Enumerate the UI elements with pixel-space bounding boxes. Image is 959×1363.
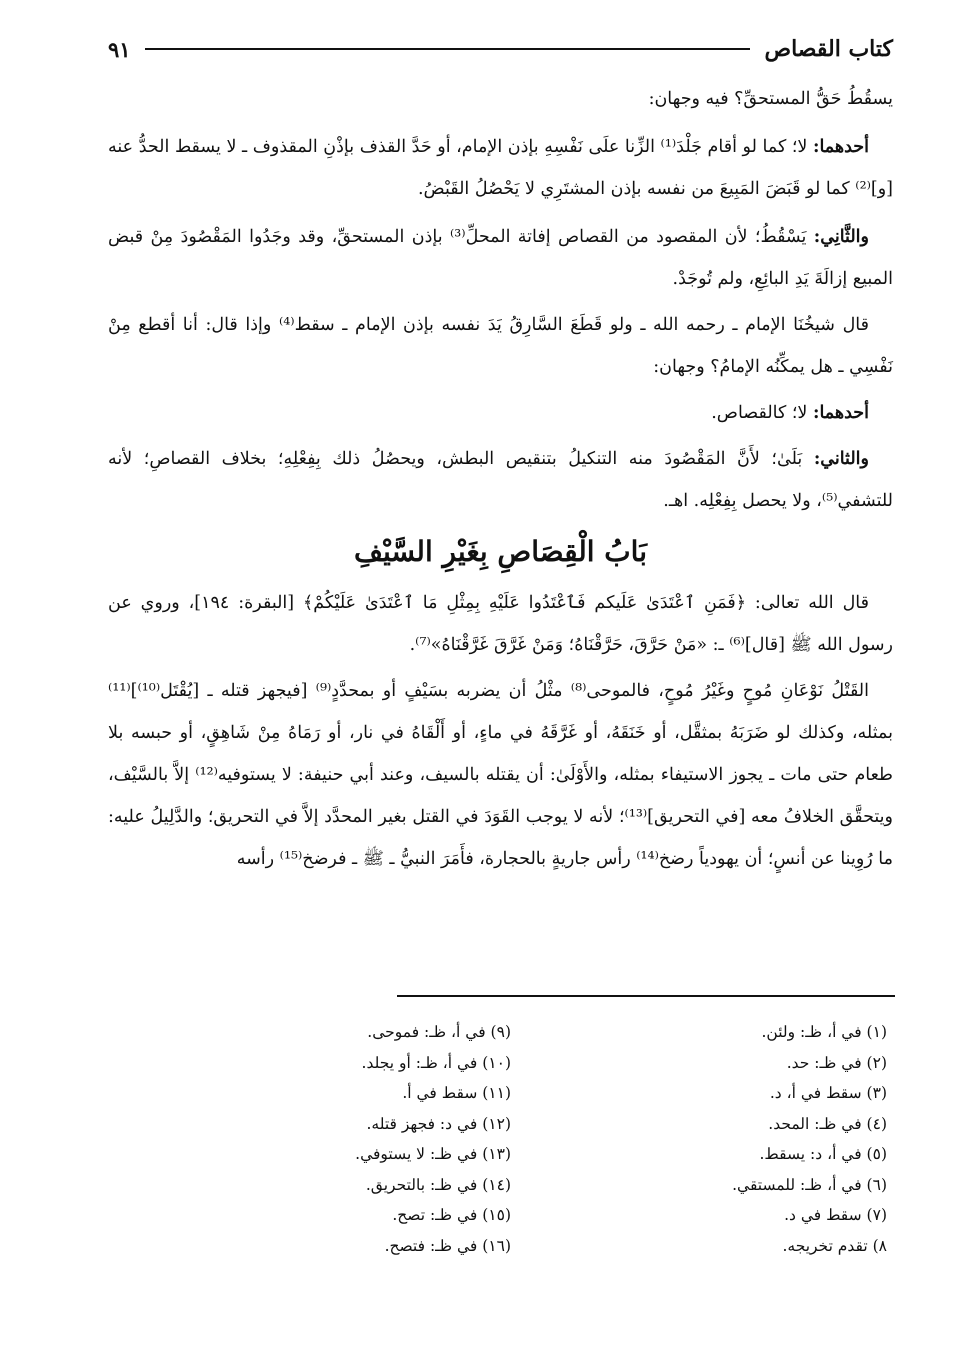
running-header (108, 34, 893, 64)
paragraph-text: يَسْقُطُ؛ لأن المقصود من القصاص إفاتة المحلِّ⁽³⁾ بإذن المستحقِّ، وقد وجَدُوا المَقْصُودَ مِنْ قبض المبيع إزالَةَ يَدِ البائِعِ، ولم تُوجَدْ. (108, 227, 893, 289)
paragraph (108, 304, 893, 388)
book-title: كتاب القصاص (764, 36, 893, 62)
paragraph (108, 78, 893, 120)
footnote: (١٠) في أ، ظـ: أو يجلد. (361, 1053, 511, 1072)
footnote: (١٣) في ظـ: لا يستوفي. (355, 1145, 511, 1163)
paragraph (108, 216, 893, 300)
footnote: (١٦) في ظـ: فتصح. (384, 1236, 511, 1255)
paragraph (108, 392, 893, 434)
paragraph (108, 438, 893, 522)
paragraph (108, 582, 893, 666)
footnote: (١١) سقط في أ. (402, 1084, 511, 1102)
footnote: (٢) في ظـ: حد. (786, 1053, 887, 1072)
footnote: (١٥) في ظـ: تصح. (392, 1206, 511, 1224)
paragraph-lead: أحدهما: (812, 137, 869, 157)
footnote: ٨) تقدم تخريجه. (782, 1236, 887, 1255)
paragraph-text: القَتْلُ نَوْعَانِ مُوحٍ وغَيْرُ مُوحٍ، فالموحى⁽⁸⁾ مثْلُ أن يضربه بسَيْفٍ أو بمحدَّدٍ⁽⁹⁾ [فيجهز قتله ـ [يُقْتَل⁽¹⁰⁾]⁽¹¹⁾ بمثله، وكذلك لو ضَرَبَهُ بمثقَّل، أو خَنَقَهُ، أو غَرَّقَهُ في ماءٍ، أو أَلْقَاهُ في نار، أو رَمَاهُ مِنْ شَاهِقٍ، أو حبسه بلا طعام حتى مات ـ يجوز الاستيفاء بمثله، والأَوْلَىٰ: أن يقتله بالسيف، وعند أبي حنيفة: لا يستوفيه⁽¹²⁾ إلاَّ بالسَّيْف، ويتحقَّق الخلافُ معه [في التحريق]⁽¹³⁾؛ لأنه لا يوجب القَوَدَ في القتل بغير المحدَّد إلاَّ في التحريق؛ والدَّلِيلُ عليه: ما رُوِينا عن أنسٍ؛ أن يهودياً رضخ⁽¹⁴⁾ رأس جاريةٍ بالحجارة، فأَمَرَ النبيُّ ـ ﷺ ـ فرضخ⁽¹⁵⁾ رأسه (108, 681, 893, 869)
paragraph-text: يسقُطُ حَقُّ المستحقِّ؟ فيه وجهان: (648, 89, 893, 109)
chapter-title: بَابُ الْقِصَاصِ بِغَيْرِ السَّيْفِ (354, 535, 647, 568)
footnote: (٧) سقط في د. (784, 1206, 887, 1224)
footnote: (١٤) في ظـ: بالتحريق. (365, 1175, 511, 1194)
footnote: (٣) سقط في أ، د. (769, 1084, 887, 1102)
paragraph-text: لا؛ كما لو أقام جَلْدَ⁽¹⁾ الزِّنا علَى نَفْسِهِ بإذن الإمام، أو حَدَّ القذف بإذْنِ المقذوف ـ لا يسقط الحدُّ عنه [و]⁽²⁾ كما لو قَبَضَ المَبِيعَ من نفسه بإذن المشتَرِي لا يَحْصُلُ القَبْضُ. (108, 137, 893, 199)
page-number: ٩١ (108, 36, 131, 62)
footnote-separator (397, 995, 895, 997)
paragraph-text: لا؛ كالقصاص. (711, 403, 813, 423)
footnote: (٤) في ظـ: المحد. (768, 1114, 887, 1133)
paragraph-lead: والثَّانِي: (813, 227, 869, 247)
paragraph (108, 126, 893, 210)
footnote: (١٢) في د: فجهز قتله. (366, 1114, 511, 1133)
footnote: (١) في أ، ظـ: ولئن. (761, 1023, 887, 1041)
page-body (108, 78, 893, 884)
paragraph (108, 670, 893, 880)
paragraph-text: قال شيخُنَا الإمام ـ رحمه الله ـ ولو قَطَعَ السَّارِقُ يَدَ نفسه بإذن الإمام ـ سقط⁽⁴⁾ وإذا قال: أنا أقطع مِنْ نَفْسِي ـ هل يمكِّنُه الإمامُ؟ وجهان: (108, 315, 893, 377)
footnotes-column-left (251, 1017, 511, 1261)
footnote: (٩) في أ، ظـ: فموحى. (367, 1023, 511, 1041)
paragraph-text: بَلَىٰ؛ لأَنَّ المَقْصُودَ منه التنكيلُ بتنقيص البطش، ويحصُلُ ذلك بِفِعْلِهِ؛ بخلاف القصاصِ؛ لأنه للتشفي⁽⁵⁾، ولا يحصل بِفِعْلِه. اهـ. (108, 449, 893, 511)
footnotes-column-right (597, 1017, 887, 1261)
paragraph-lead: والثاني: (813, 449, 869, 469)
paragraph-text: قال الله تعالى: ﴿فَمَنِ ٱعْتَدَىٰ عَلَيكم فَٱعْتَدُوا عَلَيْهِ بِمِثْلِ مَا ٱعْتَدَىٰ عَلَيْكُمْ﴾ [البقرة: ١٩٤]، وروي عن رسول الله ﷺ [قال]⁽⁶⁾ ـ: «مَنْ حَرَّقَ، حَرَّقْنَاهُ؛ وَمَنْ غَرَّقَ غَرَّقْنَاهُ»⁽⁷⁾. (108, 593, 893, 655)
paragraph-lead: أحدهما: (812, 403, 869, 423)
header-rule (145, 48, 751, 50)
footnote: (٥) في أ، د: يسقط. (759, 1145, 887, 1163)
footnote: (٦) في أ، ظـ: للمستقي. (732, 1175, 887, 1194)
